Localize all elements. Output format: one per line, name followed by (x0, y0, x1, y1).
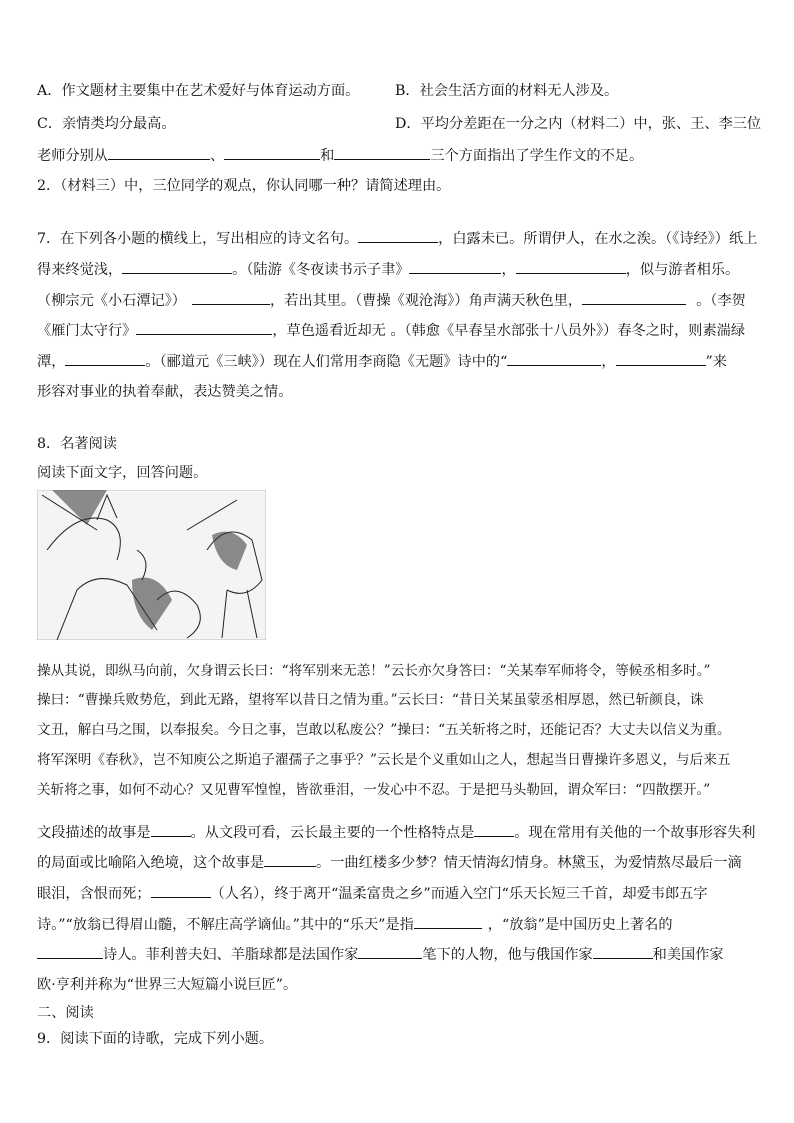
text: ，若出其里。（曹操《观沧海》）角声满天秋色里， (269, 293, 583, 309)
q6-fill-line (37, 145, 643, 166)
answer-blank[interactable] (264, 852, 316, 867)
answer-blank[interactable] (224, 145, 320, 160)
answer-blank[interactable] (334, 145, 430, 160)
text: 诗人。菲利普夫妇、羊脂球都是法国作家 (103, 947, 359, 963)
text: ，草色遥看近却无 。（韩愈《早春呈水部张十八员外》）春冬之时，则素湍绿 (272, 323, 746, 339)
q9-title: 9．阅读下面的诗歌，完成下列小题。 (37, 1031, 274, 1047)
answer-blank[interactable] (516, 259, 626, 274)
text: ，“放翁”是中国历史上著名的 (487, 917, 673, 933)
text: 笔下的人物，他与俄国作家 (422, 947, 593, 963)
text: 。（陆游《冬夜读书示子聿》 (232, 262, 410, 278)
answer-blank[interactable] (122, 259, 232, 274)
q8-question-line-6: 欧·亨利并称为“世界三大短篇小说巨匠”。 (37, 977, 298, 993)
q7-line-5 (37, 351, 727, 372)
text: （人名），终于离开“温柔富贵之乡”而遁入空门“乐天长短三千首，却爱韦郎五字 (210, 886, 708, 902)
answer-blank[interactable] (192, 290, 270, 305)
text: 和 (320, 148, 335, 164)
answer-blank[interactable] (151, 883, 211, 898)
q8-question-line-5 (37, 944, 724, 965)
q7-line-4 (37, 320, 745, 341)
option-b: B．社会生活方面的材料无人涉及。 (395, 83, 619, 99)
q8-question-line-2 (37, 852, 742, 873)
q8-question-line-3 (37, 883, 708, 904)
q7-line-1 (37, 228, 757, 249)
text: 诗。”“放翁已得眉山髓，不解庄高学谪仙。”其中的“乐天”是指 (37, 917, 414, 933)
answer-blank[interactable] (358, 228, 438, 243)
text: 。从文段可看，云长最主要的一个性格特点是 (190, 825, 475, 841)
answer-blank[interactable] (582, 290, 686, 305)
text: 7．在下列各小题的横线上，写出相应的诗文名句。 (37, 231, 359, 247)
text: 。现在常用有关他的一个故事形容失利 (514, 825, 756, 841)
answer-blank[interactable] (593, 944, 653, 959)
text: 老师分别从 (37, 148, 108, 164)
text: ”来 (705, 354, 727, 370)
text: 《雁门太守行》 (37, 323, 137, 339)
passage-line-5: 关斩将之事，如何不动心？又见曹军惶惶，皆欲垂泪，一发心中不忍。于是把马头勒回，谓众军曰：“四散摆开。” (37, 782, 711, 798)
q7-line-6: 形容对事业的执着奉献，表达赞美之情。 (37, 384, 293, 400)
q7-line-3 (37, 290, 746, 311)
answer-blank[interactable] (65, 351, 145, 366)
text: 、 (209, 148, 225, 164)
passage-line-2: 操曰：“曹操兵败势危，到此无路，望将军以昔日之情为重。”云长曰：“昔日关某虽蒙丞相厚恩，然已斩颜良，诛 (37, 692, 704, 708)
text: ，白露未已。所谓伊人，在水之涘。（《诗经》）纸上 (438, 231, 758, 247)
passage-line-4: 将军深明《春秋》，岂不知庾公之斯追子濯孺子之事乎？”云长是个义重如山之人，想起当日曹操许多恩义，与后来五 (37, 752, 731, 768)
illustration-image (37, 490, 266, 640)
passage-line-1: 操从其说，即纵马向前，欠身谓云长曰：“将军别来无恙！”云长亦欠身答曰：“关某奉军师将令，等候丞相多时。” (37, 663, 711, 679)
answer-blank[interactable] (358, 944, 422, 959)
text: 的局面或比喻陷入绝境，这个故事是 (37, 855, 265, 871)
option-a: A．作文题材主要集中在艺术爱好与体育运动方面。 (37, 83, 360, 99)
answer-blank[interactable] (136, 320, 272, 335)
answer-blank[interactable] (474, 822, 514, 837)
q8-question-line-4 (37, 914, 673, 935)
answer-blank[interactable] (409, 259, 501, 274)
option-c: C．亲情类均分最高。 (37, 116, 176, 132)
text: ， (601, 354, 616, 370)
answer-blank[interactable] (151, 822, 191, 837)
text: 。（李贺 (696, 293, 746, 309)
section-heading: 二、阅读 (37, 1005, 94, 1021)
q8-title: 8．名著阅读 (37, 436, 117, 452)
q8-question-line-1 (37, 822, 755, 843)
text: 文段描述的故事是 (37, 825, 151, 841)
option-d: D．平均分差距在一分之内（材料二）中，张、王、李三位 (395, 116, 762, 132)
text: 。一曲红楼多少梦？情天情海幻情身。林黛玉，为爱情熬尽最后一滴 (316, 855, 742, 871)
sub-question-2: 2．（材料三）中，三位同学的观点，你认同哪一种？请简述理由。 (37, 178, 451, 194)
text: ，似与游者相乐。 (625, 262, 740, 278)
q7-line-2 (37, 259, 739, 280)
text: ， (501, 262, 516, 278)
q8-intro: 阅读下面文字，回答问题。 (37, 465, 208, 481)
text: 三个方面指出了学生作文的不足。 (430, 148, 644, 164)
text: （柳宗元《小石潭记》） (37, 293, 186, 309)
text: 潭， (37, 354, 66, 370)
answer-blank[interactable] (37, 944, 103, 959)
answer-blank[interactable] (108, 145, 210, 160)
text: 眼泪，含恨而死； (37, 886, 151, 902)
answer-blank[interactable] (616, 351, 706, 366)
answer-blank[interactable] (414, 914, 482, 929)
text: 。（郦道元《三峡》）现在人们常用李商隐《无题》诗中的“ (145, 354, 508, 370)
passage-line-3: 文丑，解白马之围，以奉报矣。今日之事，岂敢以私废公？”操曰：“五关斩将之时，还能记否？大丈夫以信义为重。 (37, 722, 731, 738)
text: 得来终觉浅， (37, 262, 123, 278)
text: 和美国作家 (652, 947, 724, 963)
answer-blank[interactable] (507, 351, 601, 366)
